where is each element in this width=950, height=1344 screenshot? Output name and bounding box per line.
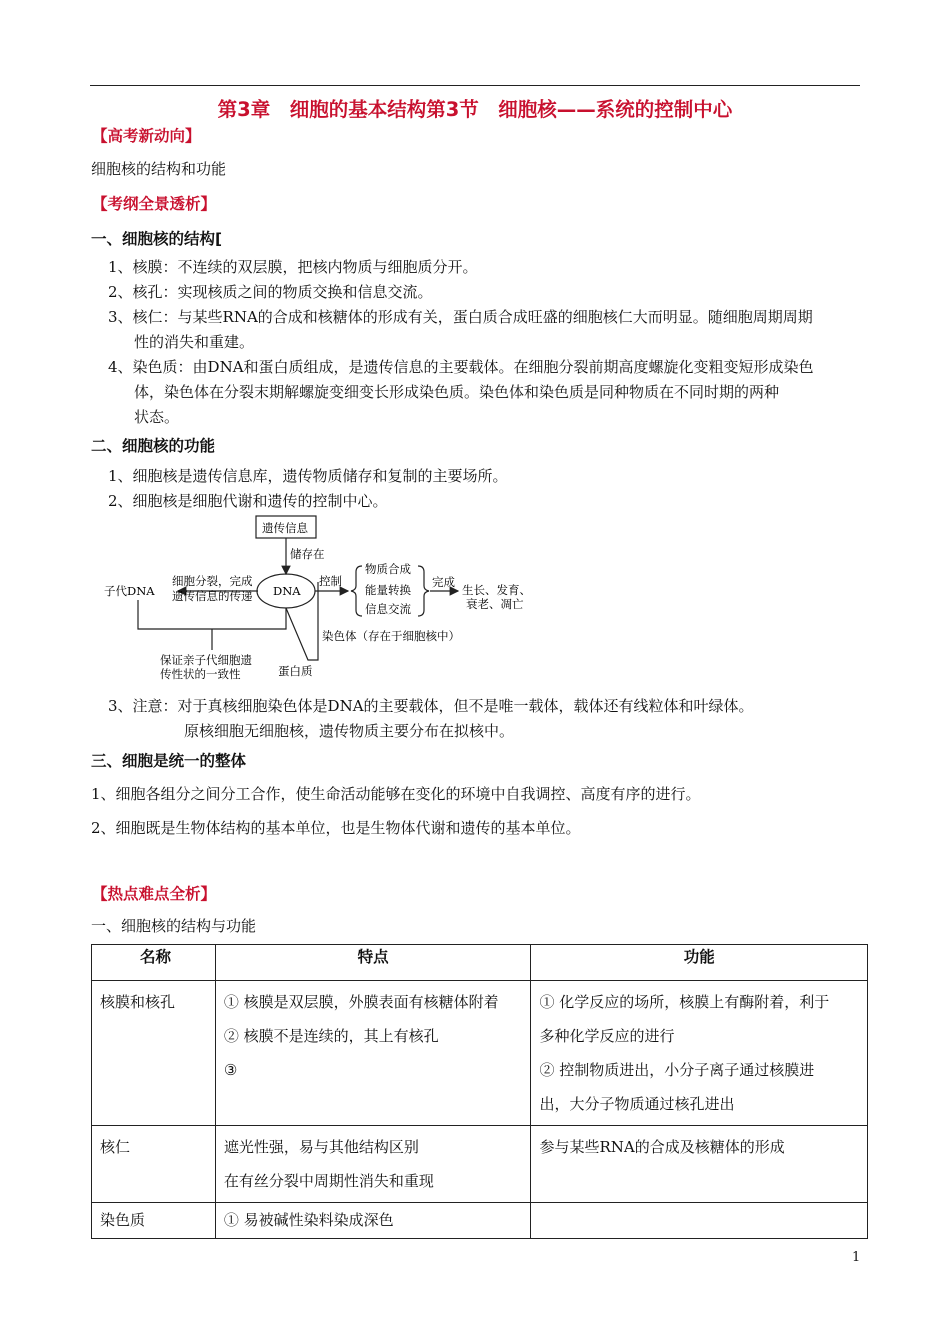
diagram-daughter-dna: 子代DNA [104, 584, 155, 598]
unity-item: 1、细胞各组分之间分工合作，使生命活动能够在变化的环境中自我调控、高度有序的进行。 [91, 785, 701, 803]
table-cell-empty [531, 1203, 867, 1211]
diagram-division-1: 细胞分裂，完成 [172, 574, 253, 588]
protein-link [286, 608, 318, 660]
table-cell-line: ① 易被碱性染料染成深色 [223, 1211, 394, 1229]
diagram-genetic-info: 遗传信息 [262, 521, 308, 535]
structure-item: 体，染色体在分裂末期解螺旋变细变长形成染色质。染色体和染色质是同种物质在不同时期的两种 [134, 383, 780, 401]
table-row [92, 1203, 868, 1239]
page-title: 第3章 细胞的基本结构第3节 细胞核——系统的控制中心 [217, 98, 733, 121]
table-cell-line: ① 化学反应的场所，核膜上有酶附着，利于 [539, 993, 830, 1011]
diagram-division-2: 遗传信息的传递 [172, 589, 253, 603]
table-header: 功能 [531, 945, 868, 981]
structure-item: 状态。 [134, 408, 180, 426]
diagram-control-label: 控制 [319, 574, 342, 588]
section-redian: 【热点难点全析】 [92, 885, 217, 903]
diagram-synthesis: 物质合成 [365, 562, 411, 576]
table-cell: 核膜和核孔 [100, 993, 176, 1011]
table-cell-line: 出，大分子物质通过核孔进出 [539, 1095, 735, 1113]
diagram-chromosome: 染色体（存在于细胞核中） [322, 629, 460, 643]
table-cell-line: ③ [223, 1061, 238, 1079]
page-number: 1 [852, 1250, 861, 1265]
table-header: 特点 [215, 945, 531, 981]
table-cell-line: ② 核膜不是连续的，其上有核孔 [223, 1027, 439, 1045]
left-brace [351, 566, 362, 616]
table-cell-line: 参与某些RNA的合成及核糖体的形成 [539, 1138, 785, 1156]
structure-item: 性的消失和重建。 [134, 333, 255, 351]
unity-item: 2、细胞既是生物体结构的基本单位，也是生物体代谢和遗传的基本单位。 [91, 819, 581, 837]
table-cell-line: 在有丝分裂中周期性消失和重现 [223, 1172, 434, 1190]
function-item: 1、细胞核是遗传信息库，遗传物质储存和复制的主要场所。 [108, 467, 508, 485]
note-line-1: 3、注意：对于真核细胞染色体是DNA的主要载体，但不是唯一载体，载体还有线粒体和叶绿体。 [108, 697, 754, 715]
table-cell-line: ① 核膜是双层膜，外膜表面有核糖体附着 [223, 993, 499, 1011]
table-row [92, 981, 868, 1126]
diagram-energy: 能量转换 [365, 583, 411, 597]
sub-heading: 一、细胞核的结构与功能 [91, 917, 257, 935]
diagram-consistency-2: 传性状的一致性 [160, 667, 241, 681]
diagram-growth: 生长、发育、 [462, 583, 531, 597]
consistency-bracket [138, 600, 286, 629]
structure-item: 1、核膜：不连续的双层膜，把核内物质与细胞质分开。 [108, 258, 478, 276]
table-cell-line: 多种化学反应的进行 [539, 1027, 675, 1045]
gaokao-text: 细胞核的结构和功能 [91, 160, 227, 178]
section-gaokao: 【高考新动向】 [92, 127, 201, 145]
structure-item: 2、核孔：实现核质之间的物质交换和信息交流。 [108, 283, 433, 301]
table-row [92, 1126, 868, 1203]
section-kaogang: 【考纲全景透析】 [92, 195, 217, 213]
diagram-store-label: 储存在 [290, 547, 325, 561]
diagram-complete-label: 完成 [432, 575, 455, 589]
right-brace [418, 566, 429, 616]
heading-unity: 三、细胞是统一的整体 [91, 752, 247, 770]
nucleus-function-diagram [100, 512, 560, 688]
structure-item: 3、核仁：与某些RNA的合成和核糖体的形成有关，蛋白质合成旺盛的细胞核仁大而明显。随细胞周期周期 [108, 308, 813, 326]
diagram-dna: DNA [273, 584, 301, 598]
table-cell-line: 遮光性强，易与其他结构区别 [223, 1138, 419, 1156]
diagram-protein: 蛋白质 [278, 664, 313, 678]
structure-item: 4、染色质：由DNA和蛋白质组成，是遗传信息的主要载体。在细胞分裂前期高度螺旋化变粗变短形成染色 [108, 358, 814, 376]
diagram-info-exchange: 信息交流 [365, 602, 411, 616]
heading-structure: 一、细胞核的结构[ [91, 230, 223, 248]
structure-function-table [91, 944, 868, 1239]
table-cell-line: ② 控制物质进出，小分子离子通过核膜进 [539, 1061, 815, 1079]
table-header: 名称 [92, 945, 216, 981]
table-header-row [92, 945, 868, 981]
diagram-consistency-1: 保证亲子代细胞遗 [160, 653, 252, 667]
table-cell: 染色质 [100, 1211, 146, 1229]
diagram-aging: 衰老、凋亡 [466, 597, 524, 611]
note-line-2: 原核细胞无细胞核，遗传物质主要分布在拟核中。 [184, 722, 515, 740]
heading-function: 二、细胞核的功能 [91, 437, 216, 455]
function-item: 2、细胞核是细胞代谢和遗传的控制中心。 [108, 492, 388, 510]
table-cell: 核仁 [100, 1138, 131, 1156]
header-rule [90, 85, 860, 86]
